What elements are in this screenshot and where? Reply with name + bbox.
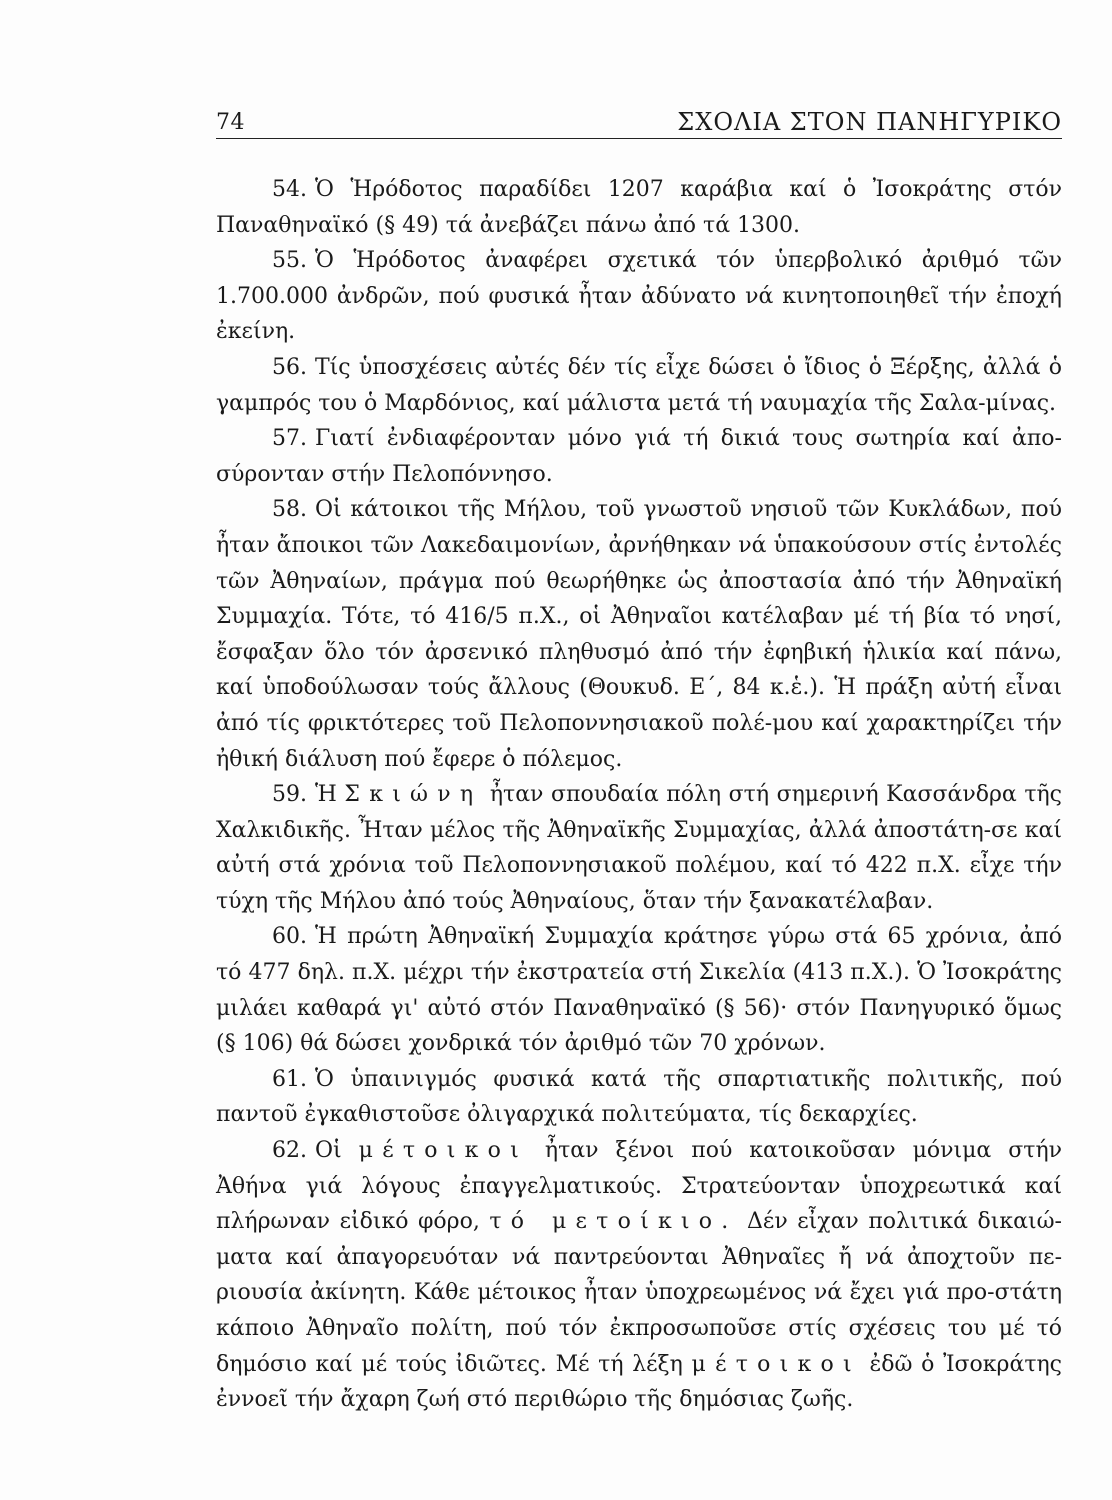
note-text: ἦταν σπουδαία πόλη στή σημερινή Κασσάνδρα τῆς Χαλκιδικῆς. Ἦταν μέλος τῆς Ἀθηναϊκῆς Συμμαχίας, ἀλλά ἀποστάτη-σε καί αὐτή στά χρόνια τοῦ Πελοποννησιακοῦ πολέμου, καί τό 422 π.Χ. εἶχε τήν τύχη τῆς Μήλου ἀπό τούς Ἀθηναίους, ὅταν τήν ξανακατέλαβαν. bbox=[216, 782, 1062, 914]
emphasized-term: μέτοικοι bbox=[691, 1351, 861, 1377]
note-text: Οἱ κάτοικοι τῆς Μήλου, τοῦ γνωστοῦ νησιοῦ τῶν Κυκλάδων, πού ἦταν ἄποικοι τῶν Λακεδαιμονίων, ἀρνήθηκαν νά ὑπακούσουν στίς ἐντολές τῶν Ἀθηναίων, πράγμα πού θεωρήθηκε ὡς ἀποστασία ἀπό τήν Ἀθηναϊκή Συμμαχία. Τότε, τό 416/5 π.Χ., οἱ Ἀθηναῖοι κατέλαβαν μέ τή βία τό νησί, ἔσφαξαν ὅλο τόν ἀρσενικό πληθυσμό ἀπό τήν ἐφηβική ἡλικία καί πάνω, καί ὑποδούλωσαν τούς ἄλλους (Θουκυδ. Ε΄, 84 κ.ἑ.). Ἡ πράξη αὐτή εἶναι ἀπό τίς φρικτότερες τοῦ Πελοποννησιακοῦ πολέ-μου καί χαρακτηρίζει τήν ἠθική διάλυση πού ἔφερε ὁ πόλεμος. bbox=[216, 497, 1062, 772]
note-number: 61. bbox=[272, 1066, 307, 1092]
note-55 bbox=[216, 243, 1062, 350]
note-text: Ὁ ὑπαινιγμός φυσικά κατά τῆς σπαρτιατικῆς πολιτικῆς, πού παντοῦ ἐγκαθιστοῦσε ὀλιγαρχικά πολιτεύματα, τίς δεκαρχίες. bbox=[216, 1066, 1062, 1128]
note-number: 60. bbox=[272, 924, 307, 950]
page-header bbox=[216, 108, 1062, 139]
note-number: 59. bbox=[272, 782, 307, 808]
note-number: 57. bbox=[272, 426, 307, 452]
note-number: 62. bbox=[272, 1138, 307, 1164]
running-title: ΣΧΟΛΙΑ ΣΤΟΝ ΠΑΝΗΓΥΡΙΚΟ bbox=[677, 108, 1062, 136]
note-text: Γιατί ἐνδιαφέρονταν μόνο γιά τή δικιά τους σωτηρία καί ἀπο-σύρονταν στήν Πελοπόννησο. bbox=[216, 426, 1062, 487]
note-text-pre: Ἡ bbox=[315, 782, 345, 808]
emphasized-term: μέτοικοι bbox=[358, 1138, 528, 1164]
emphasized-term: Σκιώνη bbox=[344, 782, 483, 808]
note-text-pre: Οἱ bbox=[315, 1138, 359, 1164]
page-number: 74 bbox=[216, 110, 245, 135]
note-text: ἦταν ξένοι πού κατοικοῦσαν μόνιμα στήν Ἀθήνα γιά λόγους ἐπαγγελματικούς. Στρατεύονταν ὑποχρεωτικά καί πλήρωναν εἰδικό φόρο, bbox=[216, 1138, 1062, 1235]
note-58 bbox=[216, 492, 1062, 777]
note-text: Δέν εἶχαν πολιτικά δικαιώ-ματα καί ἀπαγορευόταν νά παντρεύονται Ἀθηναῖες ἤ νά ἀποχτοῦν πε-ριουσία ἀκίνητη. Κάθε μέτοικος ἦταν ὑποχρεωμένος νά ἔχει γιά προ-στάτη κάποιο Ἀθηναῖο πολίτη, πού τόν ἐκπροσωποῦσε στίς σχέσεις του μέ τό δημόσιο καί μέ τούς ἰδιῶτες. Μέ τή λέξη bbox=[216, 1209, 1062, 1377]
note-text: Τίς ὑποσχέσεις αὐτές δέν τίς εἶχε δώσει ὁ ἴδιος ὁ Ξέρξης, ἀλλά ὁ γαμπρός του ὁ Μαρδόνιος, καί μάλιστα μετά τή ναυμαχία τῆς Σαλα-μίνας. bbox=[216, 354, 1062, 416]
note-56 bbox=[216, 350, 1062, 421]
note-text: Ὁ Ἡρόδοτος παραδίδει 1207 καράβια καί ὁ Ἰσοκράτης στόν Παναθηναϊκό (§ 49) τά ἀνεβάζει πάνω ἀπό τά 1300. bbox=[216, 177, 1062, 238]
note-number: 56. bbox=[272, 354, 307, 380]
note-62 bbox=[216, 1133, 1062, 1418]
note-text: Ἡ πρώτη Ἀθηναϊκή Συμμαχία κράτησε γύρω στά 65 χρόνια, ἀπό τό 477 δηλ. π.Χ. μέχρι τήν ἐκστρατεία στή Σικελία (413 π.Χ.). Ὁ Ἰσοκράτης μιλάει καθαρά γι' αὐτό στόν Παναθηναϊκό (§ 56)· στόν Πανηγυρικό ὅμως (§ 106) θά δώσει χονδρικά τόν ἀριθμό τῶν 70 χρόνων. bbox=[216, 924, 1062, 1057]
note-text: ἐδῶ ὁ Ἰσοκράτης ἐννοεῖ τήν ἄχαρη ζωή στό περιθώριο τῆς δημόσιας ζωῆς. bbox=[216, 1351, 1063, 1413]
note-number: 54. bbox=[272, 177, 307, 202]
note-text: Ὁ Ἡρόδοτος ἀναφέρει σχετικά τόν ὑπερβολικό ἀριθμό τῶν 1.700.000 ἀνδρῶν, πού φυσικά ἦταν ἀδύνατο νά κινητοποιηθεῖ τήν ἐποχή ἐκείνη. bbox=[216, 248, 1062, 345]
note-57 bbox=[216, 421, 1062, 492]
notes-body bbox=[216, 172, 1062, 1418]
note-61 bbox=[216, 1062, 1062, 1133]
note-number: 55. bbox=[272, 248, 307, 274]
note-54 bbox=[216, 172, 1062, 243]
note-number: 58. bbox=[272, 497, 307, 523]
note-59 bbox=[216, 777, 1062, 919]
note-60 bbox=[216, 919, 1062, 1061]
emphasized-term: τό μετοίκιο. bbox=[489, 1209, 738, 1235]
